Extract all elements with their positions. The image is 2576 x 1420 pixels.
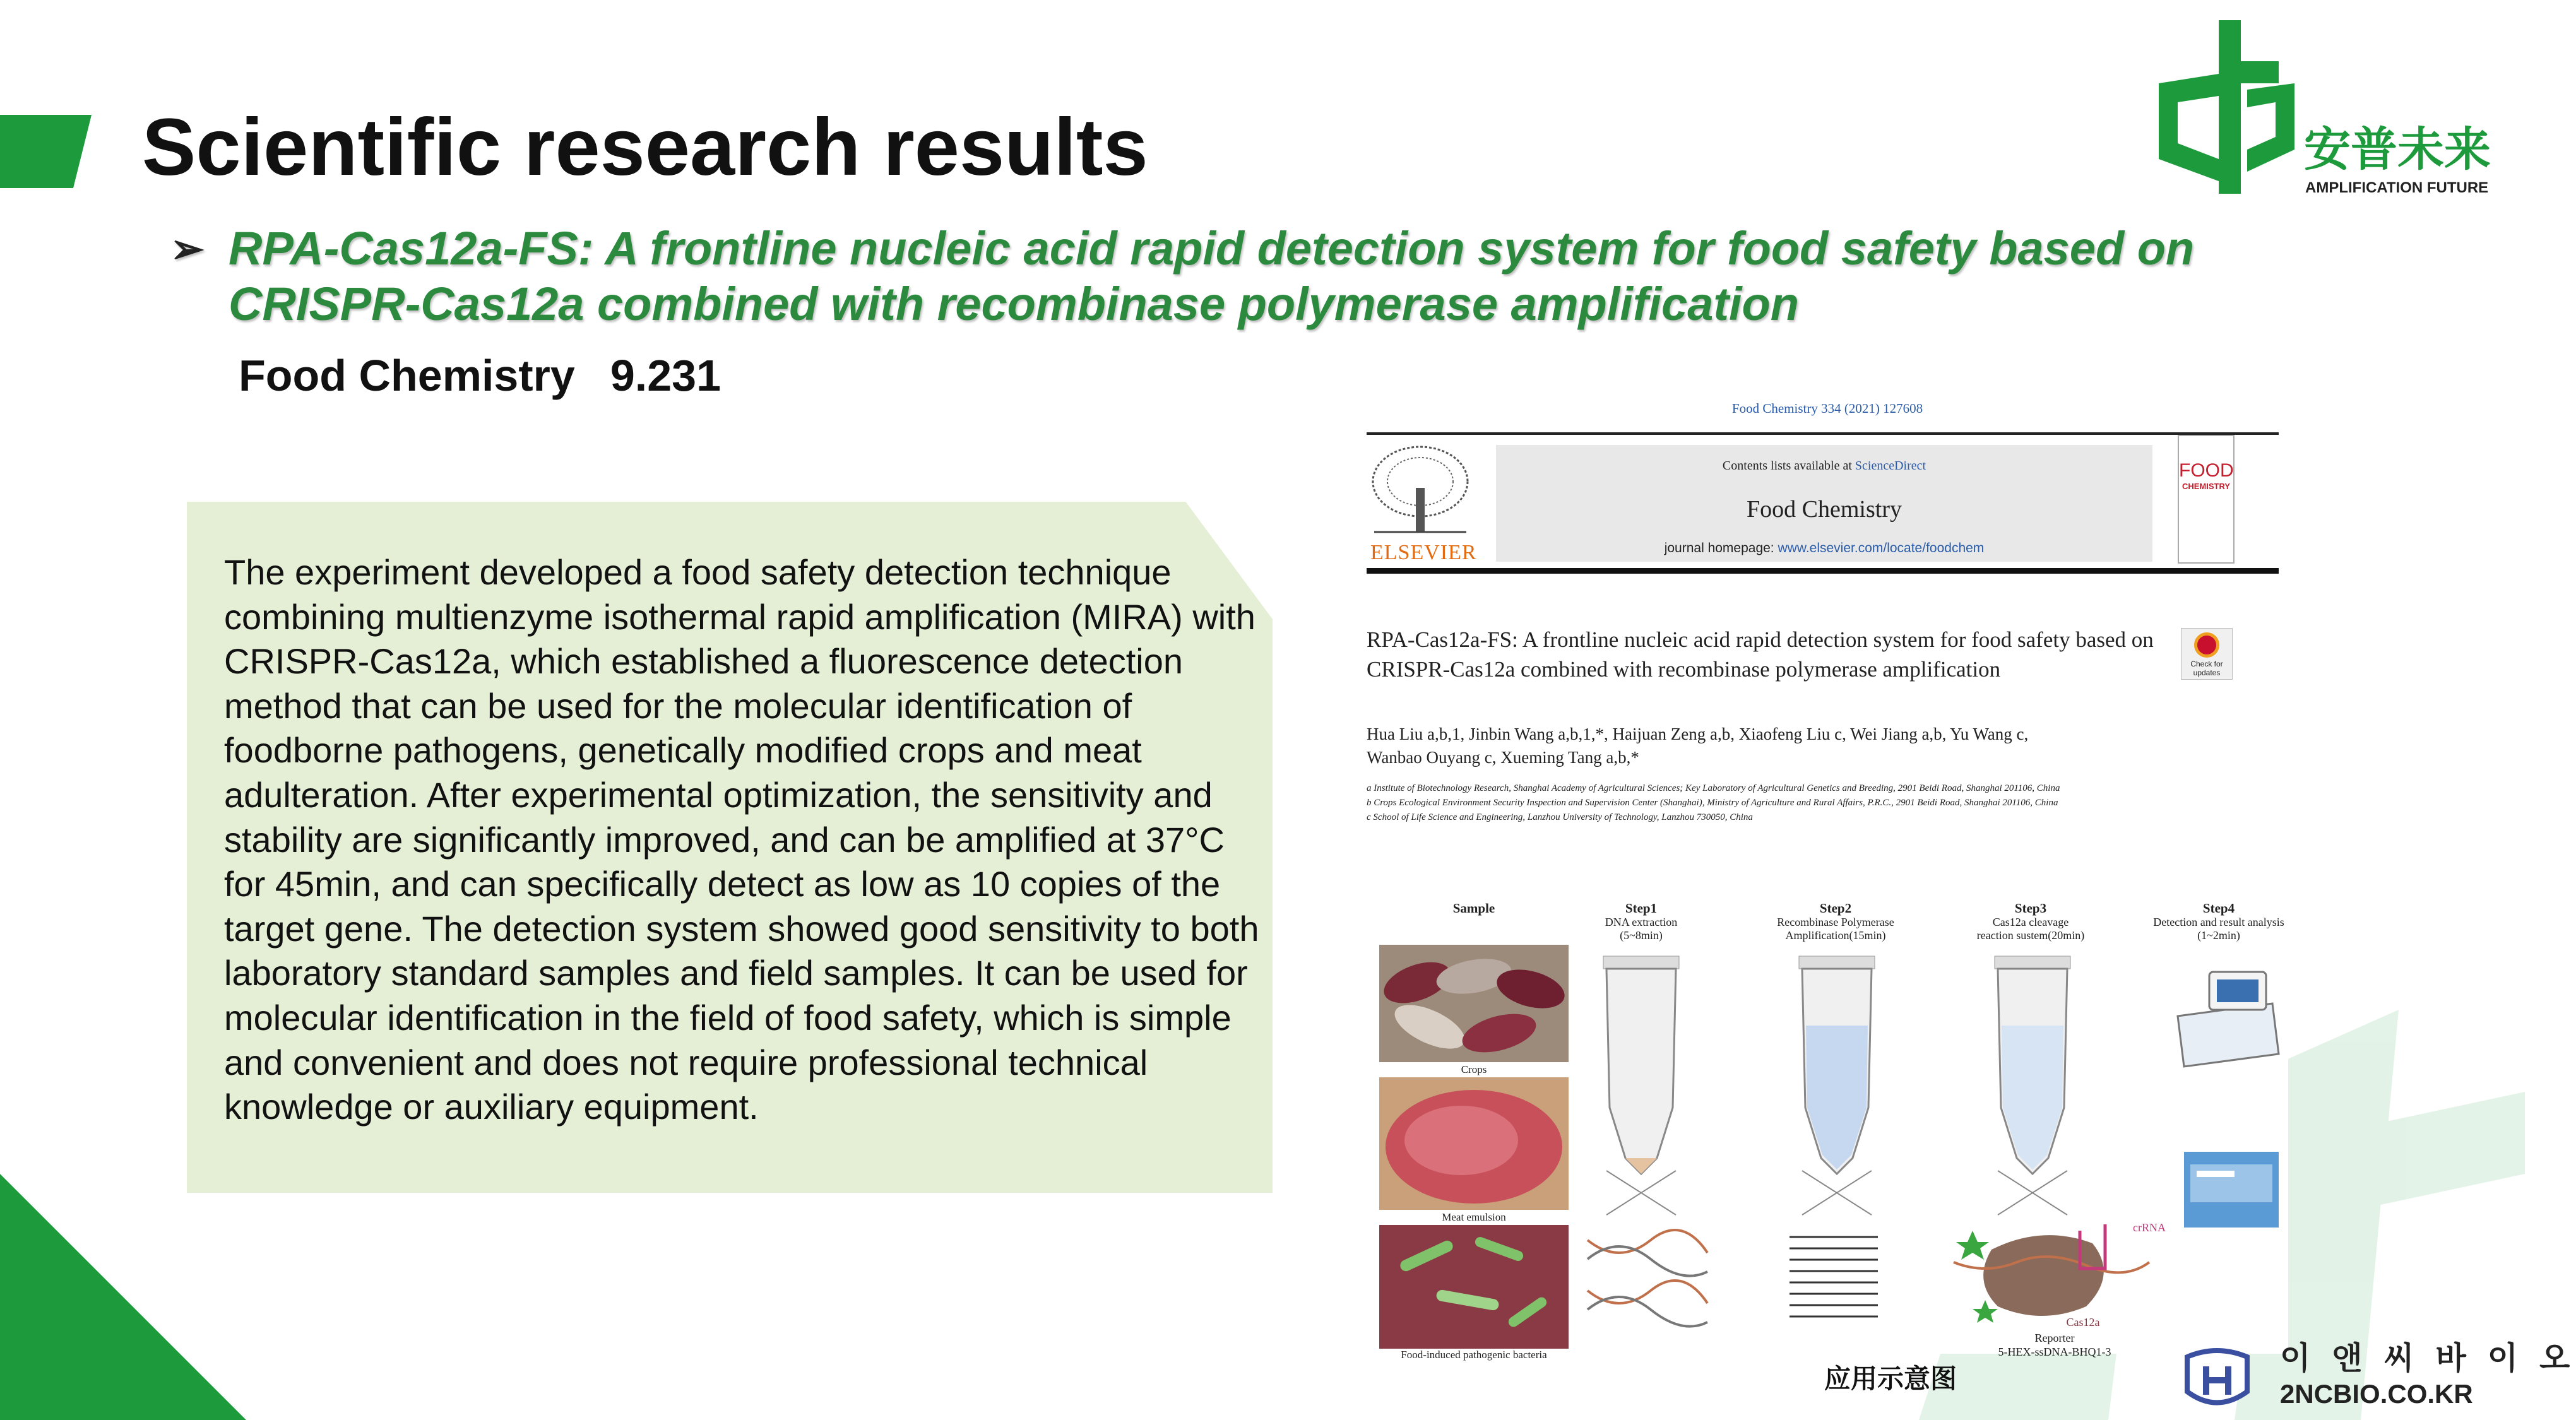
- step3-description: [1949, 916, 2113, 942]
- cas12a-label: Cas12a: [2066, 1316, 2100, 1328]
- sample-header: Sample: [1452, 901, 1495, 916]
- bacteria-photo: [1379, 1225, 1569, 1349]
- step1-description: [1559, 916, 1723, 942]
- 2ncbio-logo-icon: [2181, 1344, 2253, 1414]
- step4-desc-line1: Detection and result analysis: [2153, 916, 2284, 928]
- crrna-label: crRNA: [2133, 1221, 2166, 1234]
- meat-emulsion-label: Meat emulsion: [1442, 1211, 1506, 1223]
- affiliation-a: a Institute of Biotechnology Research, Shanghai Academy of Agricultural Sciences; Key Laboratory of Agricultural Genetics and Breeding, 2901 Beidi Road, Shanghai 201106, China: [1367, 783, 2060, 793]
- paper-affiliations: [1367, 781, 2156, 825]
- step3-desc-line2: reaction sustem(20min): [1976, 929, 2085, 942]
- step2-tube-icon: [1783, 950, 1890, 1215]
- homepage-prefix: journal homepage:: [1664, 541, 1778, 555]
- figure-caption: 应用示意图: [1824, 1364, 1957, 1393]
- step1-tube-icon: [1588, 950, 1695, 1215]
- check-for-updates-badge[interactable]: [2181, 628, 2233, 680]
- paper-top-rule: [1367, 432, 2279, 435]
- amplicon-lines-icon: [1783, 1231, 1884, 1332]
- reporter-name: 5-HEX-ssDNA-BHQ1-3: [1998, 1346, 2111, 1358]
- paper-snapshot: [1367, 394, 2288, 1361]
- result-screen-icon: [2184, 1152, 2279, 1228]
- workflow-schematic: [1379, 899, 2288, 1361]
- authors-line-1: Hua Liu a,b,1, Jinbin Wang a,b,1,*, Haijuan Zeng a,b, Xiaofeng Liu c, Wei Jiang a,b, Yu Wang c,: [1367, 725, 2029, 743]
- impact-factor: 9.231: [610, 351, 721, 400]
- cover-word-food: FOOD: [2179, 460, 2234, 481]
- meat-emulsion-photo: [1379, 1077, 1569, 1210]
- paper-citation: Food Chemistry 334 (2021) 127608: [1731, 401, 1923, 416]
- journal-info: [239, 350, 756, 401]
- paper-authors: [1367, 723, 2156, 769]
- cover-word-chemistry: CHEMISTRY: [2181, 482, 2231, 491]
- check-label: Check for updates: [2190, 660, 2223, 677]
- contents-prefix: Contents lists available at: [1722, 459, 1855, 473]
- step3-tube-icon: [1979, 950, 2086, 1215]
- step2-description: [1754, 916, 1918, 942]
- affiliation-b: b Crops Ecological Environment Security Inspection and Supervision Center (Shanghai), Ministry of Agriculture and Rural Affairs, P.R.C., 2901 Beidi Road, Shanghai 201106, China: [1367, 798, 2058, 808]
- affiliation-c: c School of Life Science and Engineering, Lanzhou University of Technology, Lanzhou 730050, China: [1367, 812, 1753, 822]
- amplification-future-logo: [2159, 14, 2491, 203]
- step2-header: Step2: [1819, 901, 1852, 916]
- subtitle-line-1: RPA-Cas12a-FS: A frontline nucleic acid rapid detection system for food safety based on: [229, 222, 2195, 275]
- detector-device-icon: [2171, 959, 2285, 1073]
- journal-header-box: [1496, 445, 2152, 562]
- step3-desc-line1: Cas12a cleavage: [1992, 916, 2069, 928]
- elsevier-wordmark: ELSEVIER: [1370, 541, 1477, 564]
- partner-korean-name: 이 앤 씨 바 이 오: [2280, 1340, 2576, 1376]
- summary-text: The experiment developed a food safety detection technique combining multienzyme isothermal rapid amplification (MIRA) with CRISPR-Cas12a, which established a fluorescence detection method that can be used for the molecular identification of foodborne pathogens, genetically modified crops and meat adulteration. After experimental optimization, the sensitivity and stability are significantly improved, and can be amplified at 37°C for 45min, and can specifically detect as low as 10 copies of the target gene. The detection system showed good sensitivity to both laboratory standard samples and field samples. It can be used for molecular identification in the field of food safety, which is simple and convenient and does not require professional technical knowledge or auxiliary equipment.: [224, 552, 1259, 1127]
- journal-cover: [2178, 435, 2235, 564]
- elsevier-tree-icon: [1368, 444, 1473, 538]
- subtitle-line-2: CRISPR-Cas12a combined with recombinase polymerase amplification: [229, 278, 1799, 330]
- step4-header: Step4: [2202, 901, 2235, 916]
- journal-name: Food Chemistry: [239, 351, 575, 400]
- step3-header: Step3: [2014, 901, 2047, 916]
- paper-title-heading: [170, 221, 2195, 332]
- contents-line: [1496, 459, 2152, 473]
- authors-line-2: Wanbao Ouyang c, Xueming Tang a,b,*: [1367, 748, 1639, 767]
- crossmark-icon: [2194, 632, 2219, 658]
- partner-website: 2NCBIO.CO.KR: [2280, 1379, 2473, 1409]
- dna-strand-icon: [1581, 1228, 1707, 1341]
- step1-desc-line2: (5~8min): [1620, 929, 1663, 942]
- crops-photo: [1379, 945, 1569, 1062]
- reporter-label: Reporter: [2034, 1332, 2075, 1344]
- logo-cn-text: 安普未来: [2304, 122, 2491, 177]
- step1-desc-line1: DNA extraction: [1605, 916, 1678, 928]
- step1-header: Step1: [1625, 901, 1658, 916]
- homepage-link[interactable]: www.elsevier.com/locate/foodchem: [1778, 541, 1985, 555]
- crops-label: Crops: [1461, 1063, 1487, 1075]
- homepage-line: [1496, 541, 2152, 556]
- paper-article-title: RPA-Cas12a-FS: A frontline nucleic acid rapid detection system for food safety based on CRISPR-Cas12a combined with recombinase polymerase amplification: [1367, 627, 2154, 682]
- step2-desc-line1: Recombinase Polymerase: [1777, 916, 1894, 928]
- step4-desc-line2: (1~2min): [2197, 929, 2240, 942]
- corner-decoration: [0, 1174, 246, 1420]
- page-title: Scientific research results: [142, 102, 1148, 192]
- title-accent-bar: [0, 115, 92, 188]
- paper-bottom-rule: [1367, 568, 2279, 574]
- logo-en-text: AMPLIFICATION FUTURE: [2305, 179, 2489, 196]
- step4-description: [2137, 916, 2301, 942]
- sciencedirect-link[interactable]: ScienceDirect: [1855, 459, 1926, 473]
- journal-header-name: Food Chemistry: [1747, 496, 1902, 523]
- step2-desc-line2: Amplification(15min): [1785, 929, 1886, 942]
- arrow-bullet-icon: ➢: [170, 226, 205, 271]
- bacteria-label: Food-induced pathogenic bacteria: [1401, 1349, 1547, 1361]
